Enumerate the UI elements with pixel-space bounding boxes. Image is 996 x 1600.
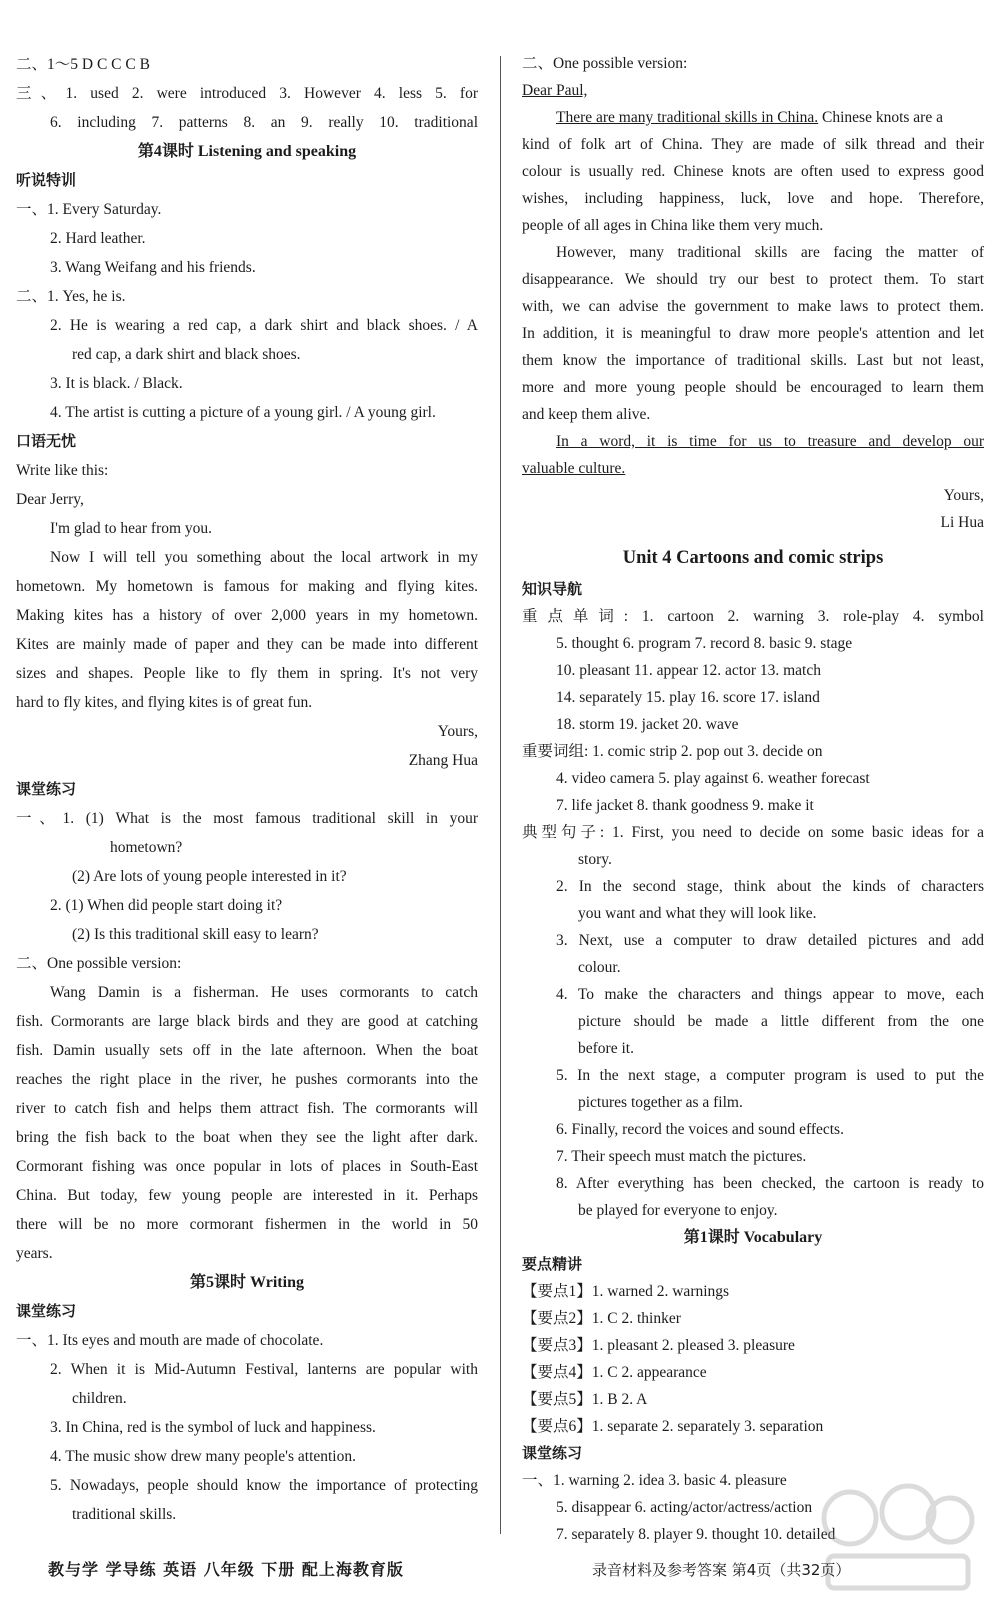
answer-line: 3. It is black. / Black. [50,375,183,392]
sentence-line: 5. In the next stage, a computer program is used to put the [556,1067,984,1084]
key-point-line: 【要点4】1. C 2. appearance [522,1364,707,1381]
answer-line: 7. separately 8. player 9. thought 10. detailed [556,1526,836,1543]
section-heading: 课堂练习 [522,1444,583,1462]
answer-line: 5. disappear 6. acting/actor/actress/action [556,1499,813,1516]
answer-line: 三、1. used 2. were introduced 3. However 4. less 5. for [16,85,478,102]
sentence-line: before it. [578,1040,634,1057]
section-heading: 听说特训 [16,171,77,189]
phrase-line: 7. life jacket 8. thank goodness 9. make it [556,797,814,814]
concluding-sentence: In a word, it is time for us to treasure and develop our [556,433,984,450]
section-heading: 要点精讲 [522,1255,583,1273]
text-line: Cormorant fishing was once popular in lots of places in South-East [16,1158,478,1175]
vocab-line: 5. thought 6. program 7. record 8. basic 9. stage [556,635,853,652]
text-line: colour is usually red. Chinese knots are often used to express good [522,163,984,180]
text-line: China. But today, few young people are interested in it. Perhaps [16,1187,478,1204]
text-fragment: Chinese knots are a [818,109,943,126]
answer-line: 一、1. Its eyes and mouth are made of chocolate. [16,1332,324,1349]
text-line: bring the fish back to the boat when they see the light after dark. [16,1129,478,1146]
answer-line: red cap, a dark shirt and black shoes. [72,346,301,363]
vocab-line: 18. storm 19. jacket 20. wave [556,716,739,733]
page-info: 录音材料及参考答案 第4页（共32页） [592,1561,851,1579]
answer-line: 3. In China, red is the symbol of luck and happiness. [50,1419,376,1436]
text-line: However, many traditional skills are facing the matter of [556,244,984,261]
section-heading: 知识导航 [522,580,583,598]
answer-line: 2. When it is Mid-Autumn Festival, lanterns are popular with [50,1361,478,1378]
text-line: river to catch fish and helps them attract fish. The cormorants will [16,1100,478,1117]
sentence-line: picture should be made a little different from the one [578,1013,984,1030]
text-line: disappearance. We should try our best to protect them. To start [522,271,984,288]
letter-signature: Li Hua [940,514,984,531]
answer-line: 二、One possible version: [522,55,688,72]
concluding-sentence-end: valuable culture. [522,460,626,477]
vocab-line: 重点单词: 1. cartoon 2. warning 3. role-play 4. symbol [522,608,984,625]
text-line: with, we can advise the government to make laws to protect them. [522,298,984,315]
text-line: Kites are mainly made of paper and they can be made into different [16,636,478,653]
greeting-text: Dear Paul, [522,82,588,99]
key-point-line: 【要点1】1. warned 2. warnings [522,1283,730,1300]
vocab-line: 10. pleasant 11. appear 12. actor 13. match [556,662,821,679]
section-heading: 口语无忧 [16,432,77,450]
answer-line: 2. (1) When did people start doing it? [50,897,283,914]
phrase-line: 重要词组: 1. comic strip 2. pop out 3. decide on [522,743,823,760]
text-line: Now I will tell you something about the local artwork in my [50,549,478,566]
section-heading: 课堂练习 [16,1302,77,1320]
sentence-line: 6. Finally, record the voices and sound effects. [556,1121,844,1138]
column-divider [500,56,501,1534]
answer-line: 5. Nowadays, people should know the importance of protecting [50,1477,478,1494]
answer-line: (2) Is this traditional skill easy to learn? [72,926,319,943]
unit-title: Unit 4 Cartoons and comic strips [622,548,884,568]
text-line [522,104,984,131]
key-point-line: 【要点6】1. separate 2. separately 3. separation [522,1418,824,1435]
text-line: years. [16,1245,53,1262]
right-column [522,50,984,1548]
book-title: 教与学 学导练 英语 八年级 下册 配上海教育版 [48,1560,404,1579]
answer-line: 二、One possible version: [16,955,182,972]
text-line: reaches the right place in the river, he pushes cormorants into the [16,1071,478,1088]
answer-line: 一、1. warning 2. idea 3. basic 4. pleasure [522,1472,787,1489]
sentence-line: pictures together as a film. [578,1094,743,1111]
letter-signature: Zhang Hua [408,752,478,769]
text-line: Write like this: [16,462,109,479]
section-heading: 课堂练习 [16,780,77,798]
text-line: Wang Damin is a fisherman. He uses cormorants to catch [50,984,478,1001]
answer-line: 4. The music show drew many people's attention. [50,1448,356,1465]
lesson-heading: 第4课时 Listening and speaking [137,143,357,160]
text-line: more and more young people should be encouraged to learn them [522,379,984,396]
letter-greeting [522,77,984,104]
letter-greeting: Dear Jerry, [16,491,84,508]
sentence-line: be played for everyone to enjoy. [578,1202,778,1219]
sentence-line: you want and what they will look like. [578,905,817,922]
text-line: people of all ages in China like them very much. [522,217,824,234]
topic-sentence: There are many traditional skills in China. [556,109,819,126]
text-line: them know the importance of traditional skills. Last but not least, [522,352,984,369]
answer-line: 3. Wang Weifang and his friends. [50,259,256,276]
key-point-line: 【要点5】1. B 2. A [522,1391,648,1408]
lesson-heading: 第1课时 Vocabulary [683,1229,823,1246]
text-line: hard to fly kites, and flying kites is of great fun. [16,694,313,711]
lesson-heading: 第5课时 Writing [190,1274,304,1291]
text-line: Making kites has a history of over 2,000 years in my hometown. [16,607,478,624]
vocab-line: 14. separately 15. play 16. score 17. island [556,689,820,706]
sentence-line: 7. Their speech must match the pictures. [556,1148,807,1165]
key-point-line: 【要点3】1. pleasant 2. pleased 3. pleasure [522,1337,795,1354]
answer-line: traditional skills. [72,1506,177,1523]
text-line: and keep them alive. [522,406,651,423]
answer-line: 4. The artist is cutting a picture of a young girl. / A young girl. [50,404,436,421]
phrase-line: 4. video camera 5. play against 6. weather forecast [556,770,870,787]
text-line: hometown. My hometown is famous for making and flying kites. [16,578,478,595]
text-line [522,455,984,482]
text-line: kind of folk art of China. They are made of silk thread and their [522,136,984,153]
sentence-line: colour. [578,959,621,976]
left-column [16,50,478,1529]
answer-line: (2) Are lots of young people interested in it? [72,868,347,885]
text-line: fish. Cormorants are large black birds and they are good at catching [16,1013,478,1030]
text-line: I'm glad to hear from you. [50,520,213,537]
text-line: wishes, including happiness, luck, love and hope. Therefore, [522,190,984,207]
text-line: there will be no more cormorant fishermen in the world in 50 [16,1216,478,1233]
key-point-line: 【要点2】1. C 2. thinker [522,1310,681,1327]
answer-line: 一、1. (1) What is the most famous traditional skill in your [16,810,478,827]
answer-line: 6. including 7. patterns 8. an 9. really 10. traditional [50,114,478,131]
text-line: In addition, it is meaningful to draw more people's attention and let [522,325,984,342]
sentence-line: 典型句子: 1. First, you need to decide on some basic ideas for a [522,824,984,841]
sentence-line: 8. After everything has been checked, the cartoon is ready to [556,1175,984,1192]
answer-line: 二、1～5 D C C C B [16,56,150,73]
sentence-line: 2. In the second stage, think about the kinds of characters [556,878,984,895]
answer-line: children. [72,1390,127,1407]
sentence-line: 3. Next, use a computer to draw detailed pictures and add [556,932,984,949]
text-line: fish. Damin usually sets off in the late afternoon. When the boat [16,1042,478,1059]
letter-closing: Yours, [943,487,984,504]
answer-line: 二、1. Yes, he is. [16,288,126,305]
page-footer [0,1552,996,1588]
answer-line: 2. He is wearing a red cap, a dark shirt and black shoes. / A [50,317,478,334]
answer-line: 2. Hard leather. [50,230,146,247]
answer-line: hometown? [110,839,183,856]
letter-closing: Yours, [437,723,478,740]
sentence-line: 4. To make the characters and things appear to move, each [556,986,984,1003]
text-line: sizes and shapes. People like to fly them in spring. It's not very [16,665,478,682]
sentence-line: story. [578,851,612,868]
answer-line: 一、1. Every Saturday. [16,201,162,218]
